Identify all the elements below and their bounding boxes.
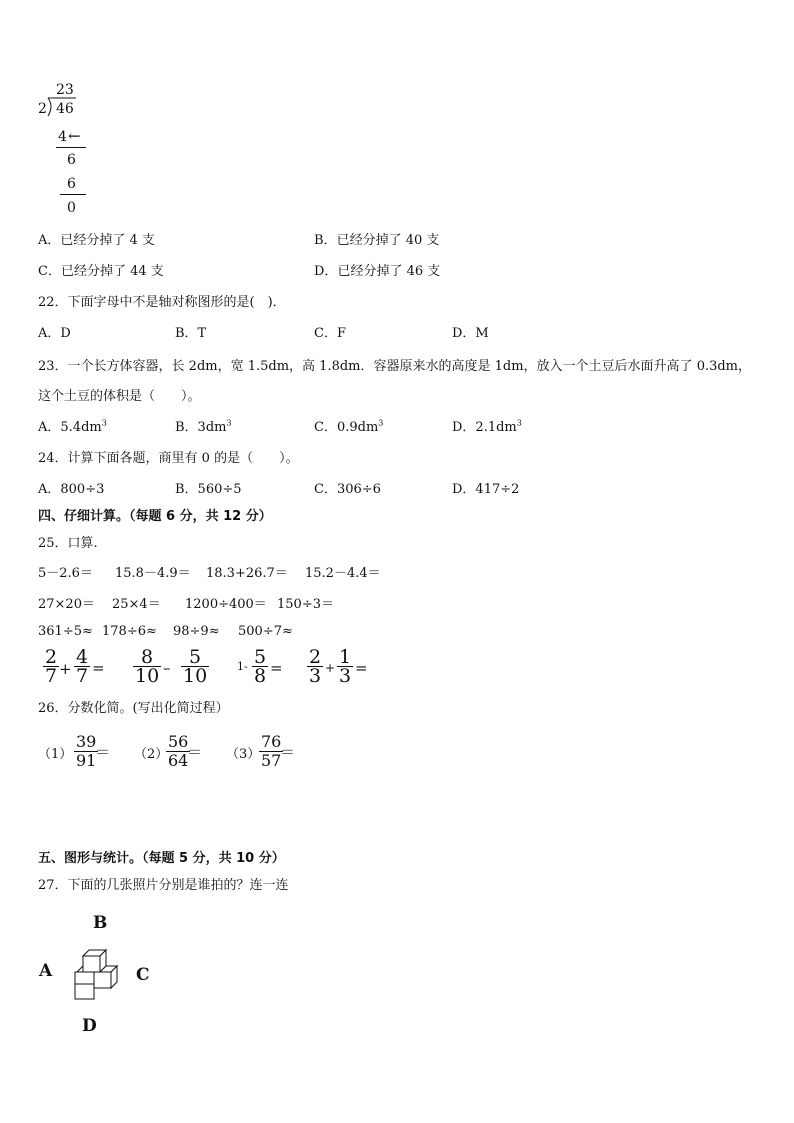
q22-option-d: D．M [452, 326, 489, 341]
division-rule-1 [56, 147, 86, 148]
mental-math-item: 1200÷400＝ [185, 597, 267, 612]
mental-math-item: 5－2.6＝ [38, 566, 93, 581]
q21-option-a: A．已经分掉了 4 支 [38, 233, 155, 248]
section5-heading: 五、图形与统计。（每题 5 分，共 10 分） [38, 851, 285, 866]
operator: + [325, 661, 336, 675]
mental-math-item: 500÷7≈ [238, 624, 293, 639]
equals-sign: = [355, 659, 368, 677]
operator: – [163, 659, 171, 677]
division-step3: 6 [67, 176, 76, 192]
division-remainder: 0 [67, 200, 76, 216]
q22-option-b: B．T [175, 326, 207, 341]
division-quotient: 23 [56, 82, 74, 98]
simplify-label: （2） [134, 747, 169, 762]
operator: + [59, 660, 72, 678]
equals-sign: = [92, 659, 105, 677]
operator: 1- [237, 660, 248, 673]
simplify-label: （1） [38, 747, 73, 762]
q23-stem-line2: 这个土豆的体积是（ ）。 [38, 389, 201, 404]
fraction: $\frac{4}{7}$ [76, 646, 89, 687]
view-label-c: C [136, 965, 150, 985]
arrow-left-icon: ← [68, 127, 81, 145]
section4-heading: 四、仔细计算。（每题 6 分，共 12 分） [38, 509, 272, 524]
mental-math-item: 15.2－4.4＝ [305, 566, 381, 581]
q26-stem: 26．分数化简。(写出化简过程） [38, 701, 229, 716]
q23-option-c: C．$0.9dm^3$ [314, 418, 384, 435]
q21-option-b: B．已经分掉了 40 支 [314, 233, 440, 248]
mental-math-item: 18.3+26.7＝ [206, 566, 288, 581]
fraction: $\frac{39}{91}$ [76, 732, 97, 770]
mental-math-item: 27×20＝ [38, 597, 95, 612]
view-label-d: D [82, 1016, 97, 1036]
simplify-label: （3） [226, 747, 261, 762]
division-step1: 4 [58, 129, 67, 145]
q24-option-c: C．306÷6 [314, 482, 381, 497]
q23-option-a: A．$5.4dm^3$ [38, 418, 107, 435]
q24-option-d: D．417÷2 [452, 482, 520, 497]
mental-math-item: 361÷5≈ [38, 624, 93, 639]
fraction: $\frac{2}{7}$ [45, 646, 58, 687]
view-label-b: B [93, 913, 108, 933]
q23-option-b: B．$3dm^3$ [175, 418, 232, 435]
equals-sign: ＝ [95, 743, 111, 761]
division-rule-2 [60, 194, 86, 195]
q27-stem: 27．下面的几张照片分别是谁拍的？连一连 [38, 878, 289, 893]
equals-sign: ＝ [187, 743, 203, 761]
q23-stem-line1: 23．一个长方体容器，长 2dm，宽 1.5dm，高 1.8dm．容器原来水的高度是 1dm，放入一个土豆后水面升高了 0.3dm， [38, 359, 752, 374]
fraction: $\frac{5}{10}$ [183, 646, 208, 687]
fraction: $\frac{8}{10}$ [135, 646, 160, 687]
q24-option-a: A．800÷3 [38, 482, 105, 497]
q22-stem: 22．下面字母中不是轴对称图形的是( )． [38, 295, 286, 310]
fraction: $\frac{2}{3}$ [309, 646, 322, 687]
q22-option-c: C．F [314, 326, 346, 341]
mental-math-item: 150÷3＝ [277, 597, 334, 612]
mental-math-item: 25×4＝ [112, 597, 161, 612]
cube-stack-figure [70, 948, 126, 1004]
view-label-a: A [39, 961, 53, 981]
mental-math-item: 98÷9≈ [173, 624, 220, 639]
equals-sign: ＝ [280, 743, 296, 761]
fraction: $\frac{5}{8}$ [254, 646, 267, 687]
division-dividend: 46 [56, 101, 74, 117]
q24-stem: 24．计算下面各题，商里有 0 的是（ ）。 [38, 451, 299, 466]
fraction: $\frac{76}{57}$ [261, 732, 282, 770]
q24-option-b: B．560÷5 [175, 482, 242, 497]
mental-math-item: 15.8－4.9＝ [115, 566, 191, 581]
division-divisor: 2 [38, 101, 47, 117]
q23-option-d: D．$2.1dm^3$ [452, 418, 522, 435]
mental-math-item: 178÷6≈ [102, 624, 157, 639]
q25-stem: 25．口算. [38, 536, 98, 551]
q21-option-d: D．已经分掉了 46 支 [314, 264, 441, 279]
q22-option-a: A．D [38, 326, 71, 341]
division-step2: 6 [67, 152, 76, 168]
q21-option-c: C．已经分掉了 44 支 [38, 264, 164, 279]
fraction: $\frac{1}{3}$ [339, 646, 352, 687]
fraction: $\frac{56}{64}$ [168, 732, 189, 770]
equals-sign: = [270, 659, 283, 677]
